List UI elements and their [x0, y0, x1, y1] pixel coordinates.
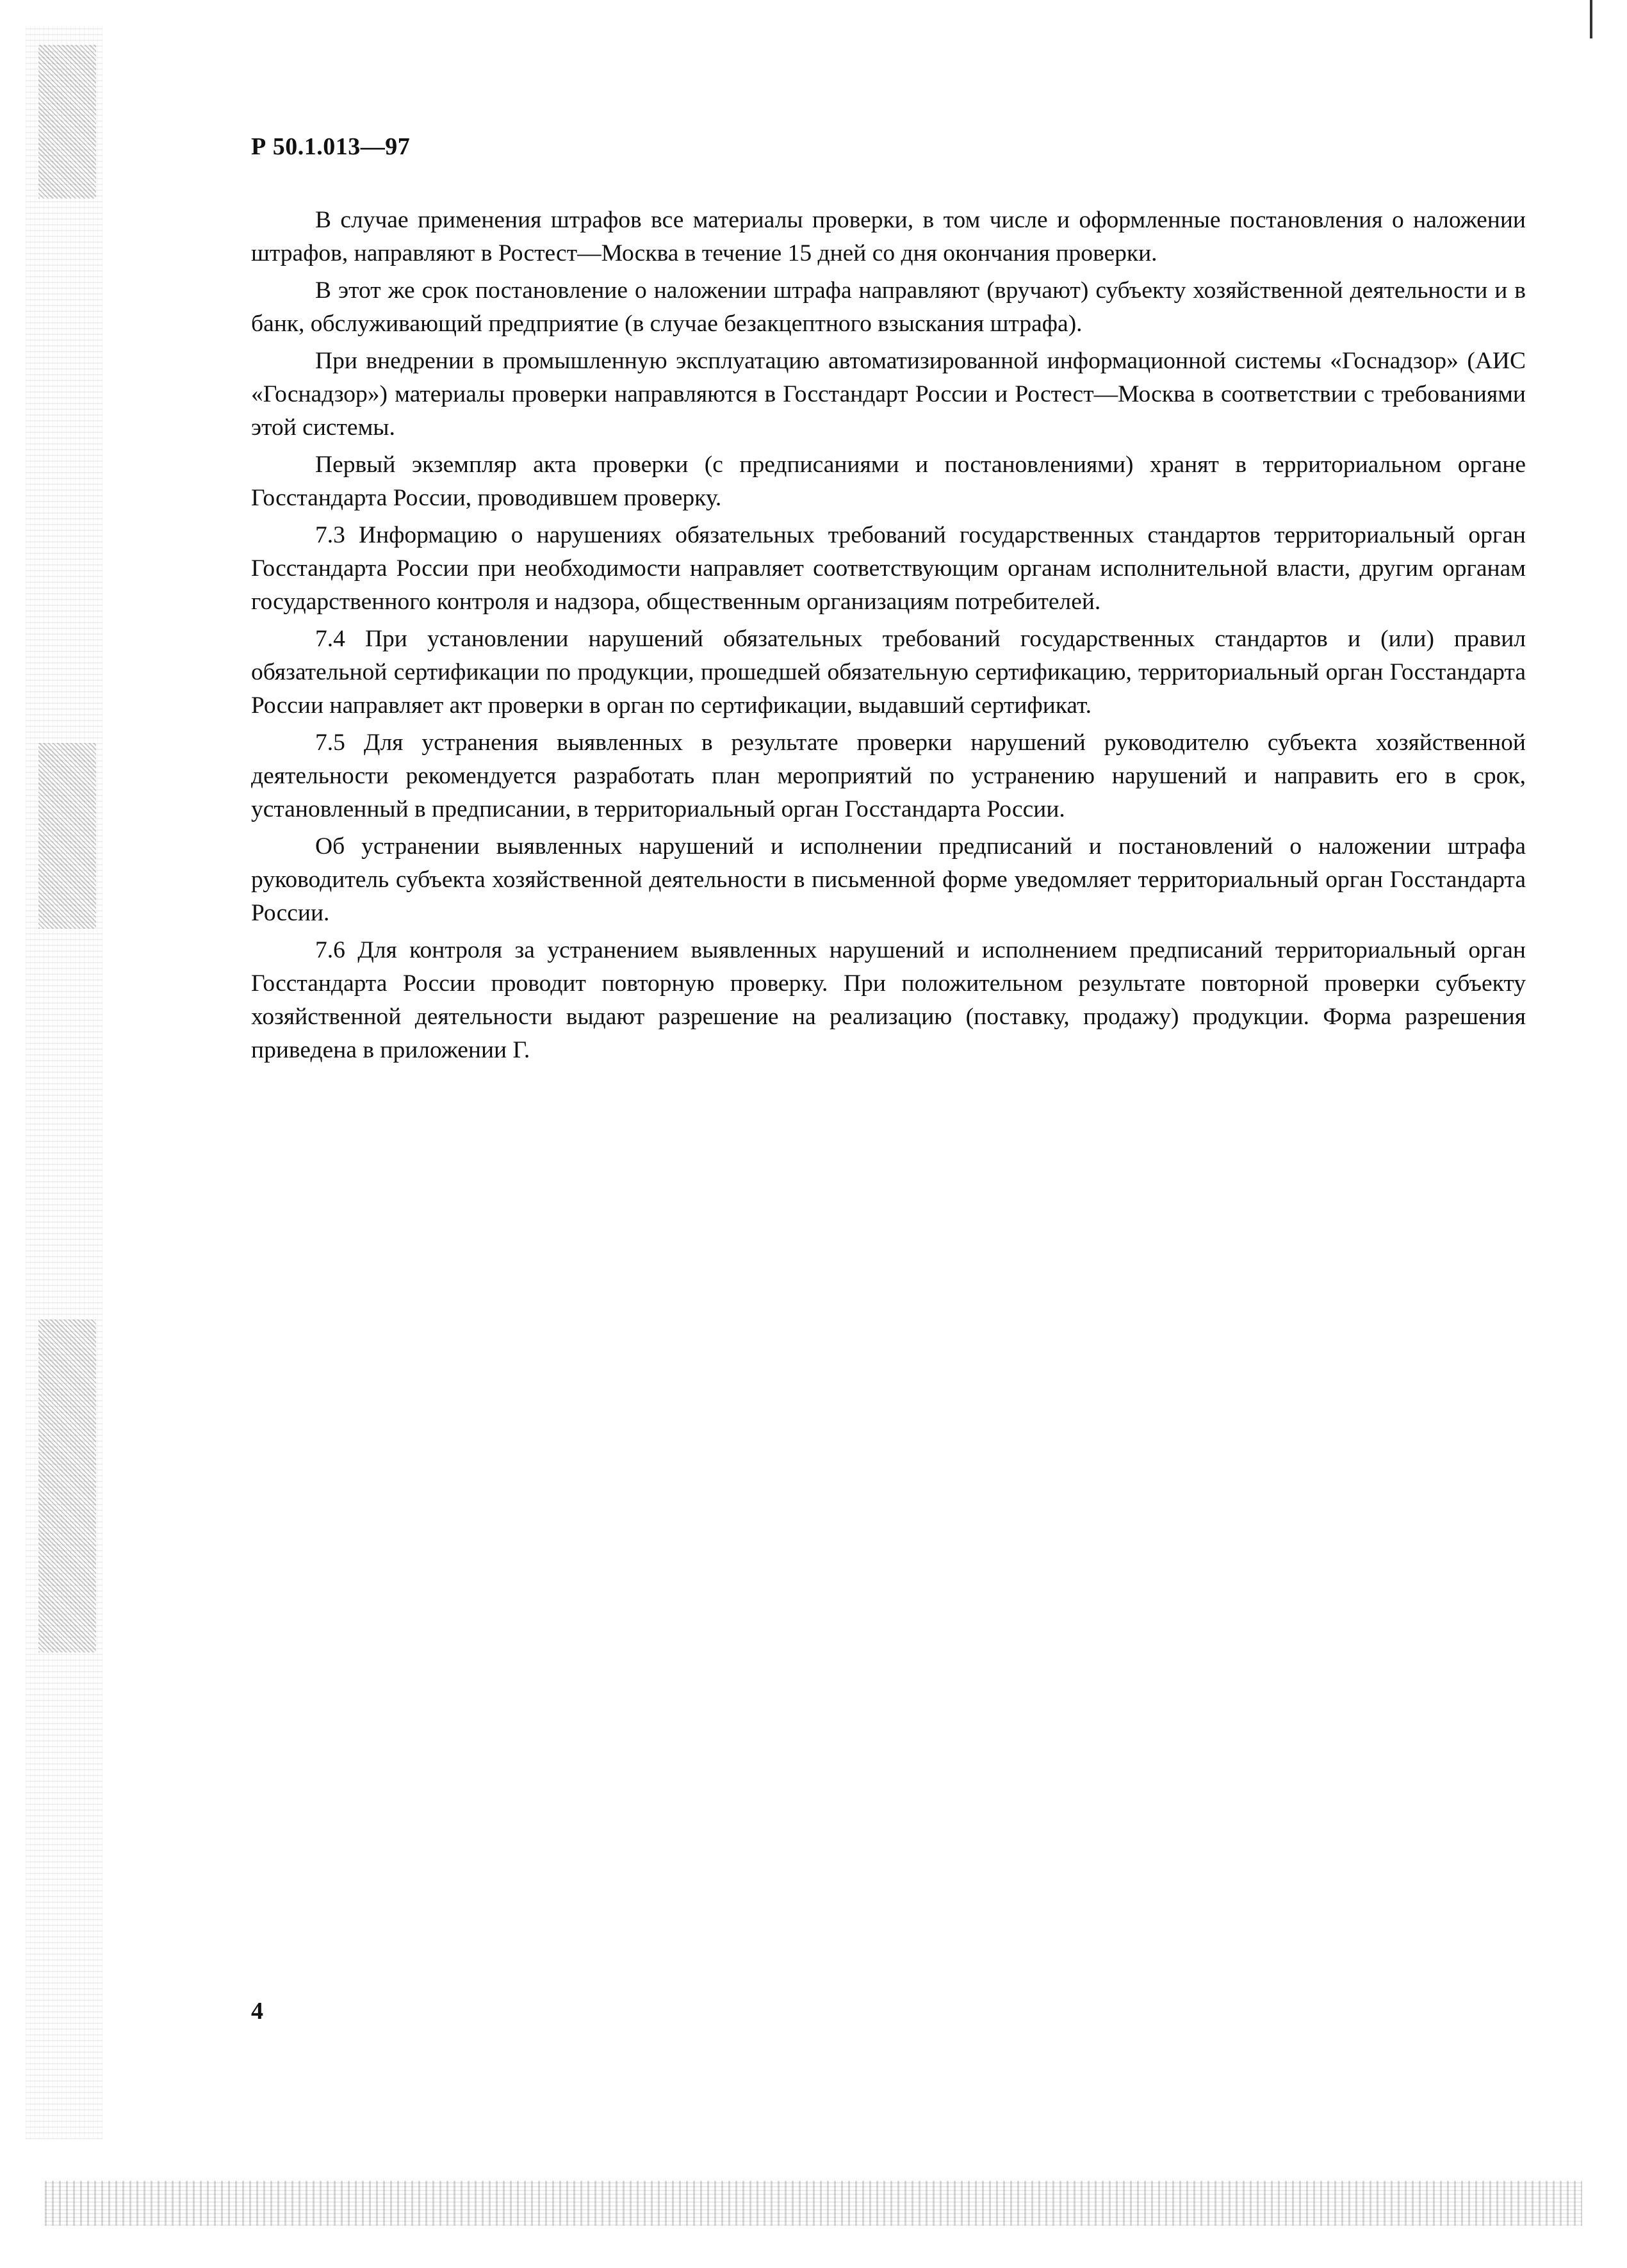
scan-mark-right-edge — [1590, 0, 1592, 38]
scan-noise-blob — [38, 743, 96, 929]
paragraph-7-6: 7.6 Для контроля за устранением выявленных нарушений и исполнением предписаний территориальный орган Госстандарта России проводит повторную проверку. При положительном результате повторной проверки субъекту хозяйственной деятельности выдают разрешение на реализацию (поставку, продажу) продукции. Форма разрешения приведена в приложении Г. — [251, 937, 1526, 1063]
paragraph: Об устранении выявленных нарушений и исполнении предписаний и постановлений о наложении штрафа руководитель субъекта хозяйственной деятельности в письменной форме уведомляет территориальный орган Госстандарта России. — [251, 833, 1526, 926]
document-code: Р 50.1.013—97 — [251, 133, 411, 160]
paragraph-7-3: 7.3 Информацию о нарушениях обязательных требований государственных стандартов территориальный орган Госстандарта России при необходимости направляет соответствующим органам исполнительной власти, другим органам государственного контроля и надзора, общественным организациям потребителей. — [251, 522, 1526, 615]
scan-noise-blob — [38, 45, 96, 199]
paragraph: Первый экземпляр акта проверки (с предписаниями и постановлениями) хранят в территориальном органе Госстандарта России, проводившем проверку. — [251, 452, 1526, 511]
scan-noise-bottom-edge — [45, 2181, 1582, 2226]
paragraph-7-5: 7.5 Для устранения выявленных в результате проверки нарушений руководителю субъекта хозяйственной деятельности рекомендуется разработать план мероприятий по устранению нарушений и направить его в срок, установленный в предписании, в территориальный орган Госстандарта России. — [251, 730, 1526, 822]
scan-noise-left-edge — [26, 26, 102, 2139]
document-body — [251, 204, 1526, 1071]
paragraph: В случае применения штрафов все материалы проверки, в том числе и оформленные постановления о наложении штрафов, направляют в Ростест—Москва в течение 15 дней со дня окончания проверки. — [251, 207, 1526, 266]
paragraph: В этот же срок постановление о наложении штрафа направляют (вручают) субъекту хозяйственной деятельности и в банк, обслуживающий предприятие (в случае безакцептного взыскания штрафа). — [251, 277, 1526, 337]
paragraph-7-4: 7.4 При установлении нарушений обязательных требований государственных стандартов и (или) правил обязательной сертификации по продукции, прошедшей обязательную сертификацию, территориальный орган Госстандарта России направляет акт проверки в орган по сертификации, выдавший сертификат. — [251, 626, 1526, 719]
scan-noise-blob — [38, 1319, 96, 1652]
paragraph: При внедрении в промышленную эксплуатацию автоматизированной информационной системы «Госнадзор» (АИС «Госнадзор») материалы проверки направляются в Госстандарт России и Ростест—Москва в соответствии с требованиями этой системы. — [251, 348, 1526, 441]
page-number: 4 — [251, 1998, 263, 2025]
